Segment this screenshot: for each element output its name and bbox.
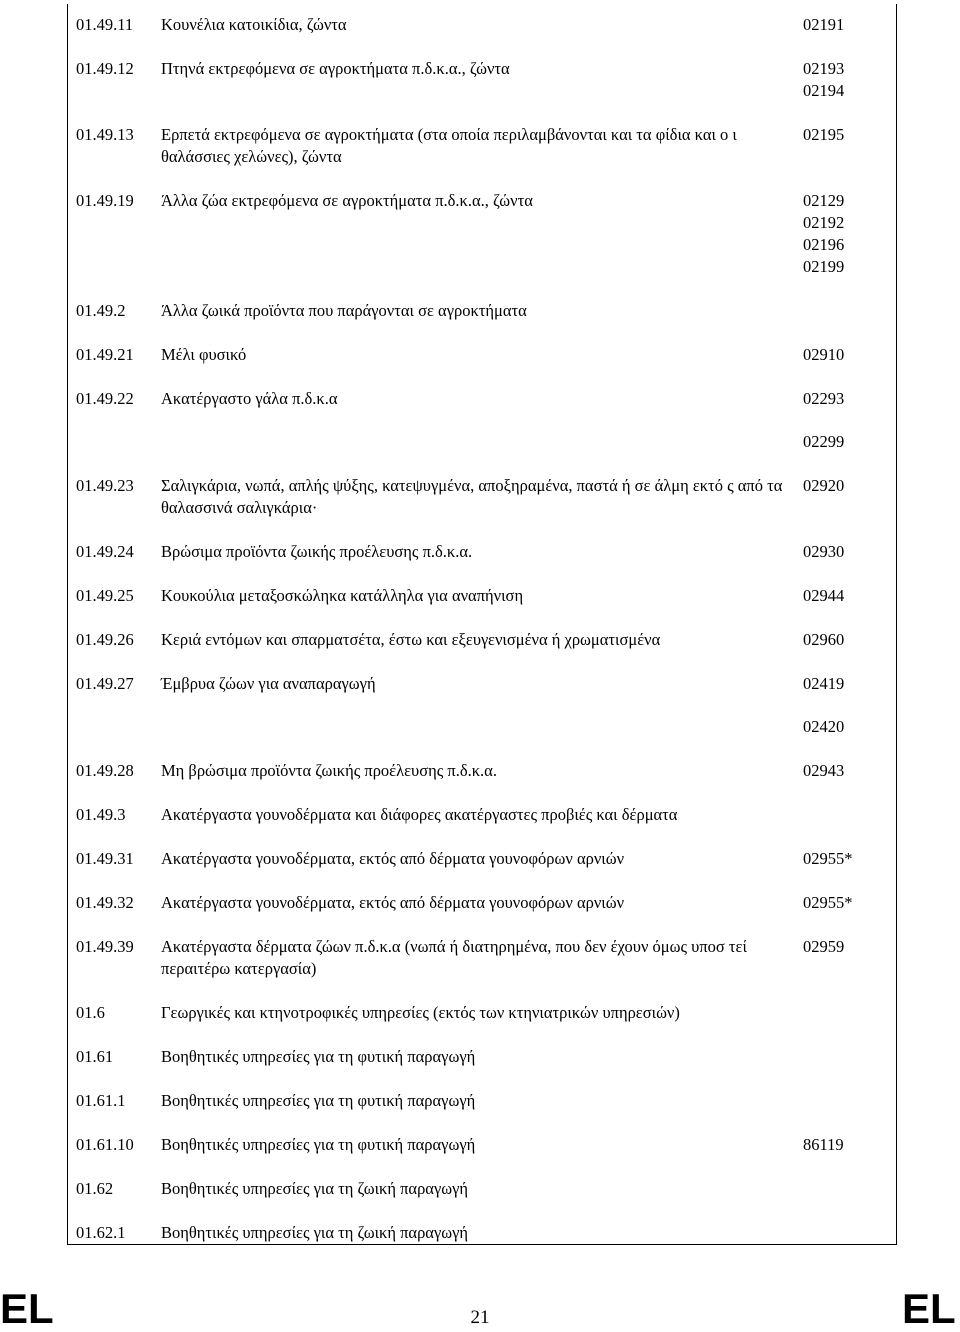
activity-code: 01.49.2 <box>76 301 126 320</box>
activity-description: Μέλι φυσικό <box>161 345 247 364</box>
cpa-code: 02960 <box>803 630 845 649</box>
cpa-code: 86119 <box>803 1135 844 1154</box>
table-row <box>76 124 876 168</box>
cpa-code: 02194 <box>803 81 845 100</box>
cpa-codes <box>803 124 876 146</box>
activity-description: Ακατέργαστα γουνοδέρματα και διάφορες ακατέργαστες προβιές και δέρματα <box>161 805 678 824</box>
cpa-codes <box>803 541 876 563</box>
table-row <box>76 58 876 102</box>
activity-description: Βοηθητικές υπηρεσίες για τη ζωική παραγωγή <box>161 1223 469 1242</box>
activity-code: 01.49.21 <box>76 345 134 364</box>
table-row <box>76 629 876 651</box>
table-row <box>76 585 876 607</box>
activity-description: Ακατέργαστο γάλα π.δ.κ.α <box>161 389 338 408</box>
activity-description: Γεωργικές και κτηνοτροφικές υπηρεσίες (εκτός των κτηνιατρικών υπηρεσιών) <box>161 1003 680 1022</box>
cpa-code: 02199 <box>803 257 845 276</box>
table-row <box>76 804 876 826</box>
cpa-code: 02193 <box>803 59 845 78</box>
cpa-code: 02129 <box>803 191 845 210</box>
activity-code: 01.49.39 <box>76 937 134 956</box>
activity-description: Κεριά εντόμων και σπαρματσέτα, έστω και εξευγενισμένα ή χρωματισμένα <box>161 630 661 649</box>
cpa-code: 02195 <box>803 125 845 144</box>
activity-code: 01.49.23 <box>76 476 134 495</box>
cpa-code: 02959 <box>803 937 845 956</box>
activity-code: 01.62.1 <box>76 1223 126 1242</box>
activity-code: 01.49.27 <box>76 674 134 693</box>
page-number: 21 <box>470 1307 490 1328</box>
table-row <box>76 541 876 563</box>
activity-code: 01.49.28 <box>76 761 134 780</box>
activity-code: 01.49.11 <box>76 15 134 34</box>
activity-description: Βοηθητικές υπηρεσίες για τη ζωική παραγωγή <box>161 1179 469 1198</box>
cpa-codes <box>803 388 876 453</box>
table-row <box>76 1090 876 1112</box>
activity-code: 01.49.26 <box>76 630 134 649</box>
table-row <box>76 300 876 322</box>
cpa-codes <box>803 629 876 651</box>
activity-description: Κουκούλια μεταξοσκώληκα κατάλληλα για αναπήνιση <box>161 586 524 605</box>
activity-code: 01.61 <box>76 1047 114 1066</box>
cpa-codes <box>803 14 876 36</box>
activity-code: 01.49.24 <box>76 542 134 561</box>
activity-code: 01.6 <box>76 1003 105 1022</box>
activity-code: 01.49.32 <box>76 893 134 912</box>
activity-code: 01.62 <box>76 1179 114 1198</box>
cpa-code: 02910 <box>803 345 845 364</box>
activity-description: Έμβρυα ζώων για αναπαραγωγή <box>161 674 376 693</box>
activity-description: Άλλα ζώα εκτρεφόμενα σε αγροκτήματα π.δ.κ.α., ζώντα <box>161 191 533 210</box>
cpa-code: 02420 <box>803 717 845 736</box>
cpa-code: 02955* <box>803 849 853 868</box>
cpa-codes <box>803 936 876 958</box>
footer-language-right: EL <box>902 1285 956 1332</box>
classification-table <box>76 14 876 1244</box>
table-row <box>76 475 876 519</box>
table-row <box>76 190 876 278</box>
table-row <box>76 344 876 366</box>
cpa-codes <box>803 760 876 782</box>
table-row <box>76 1178 876 1200</box>
cpa-code: 02419 <box>803 674 845 693</box>
cpa-code: 02920 <box>803 476 845 495</box>
table-row <box>76 760 876 782</box>
cpa-code: 02192 <box>803 213 845 232</box>
cpa-codes <box>803 475 876 497</box>
cpa-code: 02930 <box>803 542 845 561</box>
activity-description: Ερπετά εκτρεφόμενα σε αγροκτήματα (στα οποία περιλαμβάνονται και τα φίδια και ο ι θαλάσσιες χελώνες), ζώντα <box>161 125 737 166</box>
activity-code: 01.49.19 <box>76 191 134 210</box>
activity-description: Βρώσιμα προϊόντα ζωικής προέλευσης π.δ.κ.α. <box>161 542 473 561</box>
activity-description: Μη βρώσιμα προϊόντα ζωικής προέλευσης π.δ.κ.α. <box>161 761 497 780</box>
activity-description: Πτηνά εκτρεφόμενα σε αγροκτήματα π.δ.κ.α., ζώντα <box>161 59 510 78</box>
cpa-code: 02955* <box>803 893 853 912</box>
table-row <box>76 1222 876 1244</box>
activity-code: 01.49.12 <box>76 59 134 78</box>
activity-description: Σαλιγκάρια, νωπά, απλής ψύξης, κατεψυγμένα, αποξηραμένα, παστά ή σε άλμη εκτό ς από τα θαλασσινά σαλιγκάρια· <box>161 476 783 517</box>
table-row <box>76 892 876 914</box>
cpa-codes <box>803 190 876 278</box>
footer-language-left: EL <box>0 1285 54 1332</box>
activity-description: Βοηθητικές υπηρεσίες για τη φυτική παραγωγή <box>161 1091 476 1110</box>
cpa-codes <box>803 58 876 102</box>
activity-code: 01.49.25 <box>76 586 134 605</box>
cpa-code: 02293 <box>803 389 845 408</box>
cpa-code: 02299 <box>803 432 845 451</box>
table-row <box>76 1046 876 1068</box>
activity-code: 01.49.3 <box>76 805 126 824</box>
cpa-codes <box>803 848 876 870</box>
activity-description: Κουνέλια κατοικίδια, ζώντα <box>161 15 347 34</box>
cpa-codes <box>803 673 876 738</box>
activity-description: Άλλα ζωικά προϊόντα που παράγονται σε αγροκτήματα <box>161 301 527 320</box>
activity-description: Ακατέργαστα δέρματα ζώων π.δ.κ.α (νωπά ή διατηρημένα, που δεν έχουν όμως υποσ τεί περαιτέρω κατεργασία) <box>161 937 747 978</box>
cpa-codes <box>803 892 876 914</box>
cpa-codes <box>803 585 876 607</box>
table-row <box>76 14 876 36</box>
table-row <box>76 1002 876 1024</box>
table-row <box>76 1134 876 1156</box>
activity-description: Ακατέργαστα γουνοδέρματα, εκτός από δέρματα γουνοφόρων αρνιών <box>161 893 625 912</box>
cpa-codes <box>803 1134 876 1156</box>
activity-description: Βοηθητικές υπηρεσίες για τη φυτική παραγωγή <box>161 1047 476 1066</box>
cpa-code: 02196 <box>803 235 845 254</box>
table-row <box>76 673 876 738</box>
activity-description: Ακατέργαστα γουνοδέρματα, εκτός από δέρματα γουνοφόρων αρνιών <box>161 849 625 868</box>
activity-code: 01.49.22 <box>76 389 134 408</box>
table-row <box>76 936 876 980</box>
table-row <box>76 848 876 870</box>
table-row <box>76 388 876 453</box>
activity-code: 01.49.13 <box>76 125 134 144</box>
cpa-code: 02191 <box>803 15 845 34</box>
cpa-code: 02943 <box>803 761 845 780</box>
activity-code: 01.61.10 <box>76 1135 134 1154</box>
cpa-codes <box>803 344 876 366</box>
activity-description: Βοηθητικές υπηρεσίες για τη φυτική παραγωγή <box>161 1135 476 1154</box>
activity-code: 01.49.31 <box>76 849 134 868</box>
activity-code: 01.61.1 <box>76 1091 126 1110</box>
cpa-code: 02944 <box>803 586 845 605</box>
